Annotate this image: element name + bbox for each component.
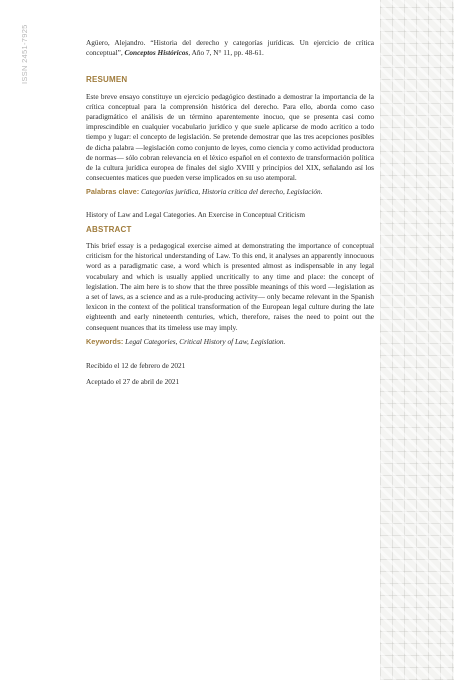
abstract-keywords-label: Keywords:: [86, 336, 124, 346]
citation: [86, 38, 374, 58]
dates-block: [86, 361, 374, 387]
abstract-keywords-text: Legal Categories, Critical History of Law, Legislation.: [125, 336, 286, 346]
accepted-date: Aceptado el 27 de abril de 2021: [86, 377, 180, 387]
english-title: History of Law and Legal Categories. An Exercise in Conceptual Criticism: [86, 209, 306, 219]
citation-suffix: , Año 7, N° 11, pp. 48-61.: [188, 48, 264, 58]
resumen-keywords-label: Palabras clave:: [86, 187, 140, 197]
abstract-heading: ABSTRACT: [86, 224, 132, 234]
resumen-body: Este breve ensayo constituye un ejercicio pedagógico destinado a demostrar la importancia de la crítica conceptual para la comprensión histórica del derecho. Para ello, aborda como caso paradigmático el análisis de un término aparentemente inocuo, que se presenta casi como imprescindible en cualquier vocabulario jurídico y que suele aplicarse de modo acrítico a todo tiempo y lugar: el concepto de legislación. Se pretende demostrar que las tres acepciones posibles de dicha palabra —legislación como conjunto de leyes, como ciencia y como actividad productora de normas— sólo cobran relevancia en el léxico español en el contexto de transformación política de la cultura jurídica europea de finales del siglo XVIII y principios del XIX, señalando así los consecuentes matices que pueden verse implicados en su uso atemporal.: [86, 91, 374, 183]
citation-journal: Conceptos Históricos: [124, 48, 189, 58]
citation-prefix: Agüero, Alejandro. “Historia del derecho y categorías jurídicas. Un ejercicio de crítica conceptual”,: [86, 38, 374, 58]
abstract-body: This brief essay is a pedagogical exercise aimed at demonstrating the importance of conceptual criticism for the historical understanding of Law. To this end, it analyses an apparently innocuous word as a paradigmatic case, a word which is presented almost as indispensable in any legal vocabulary and which is usually applied uncritically to any time and place: the concept of legislation. The aim here is to show that the three possible meanings of this word —legislation as a set of laws, as a science and as a rule-producing activity— only became relevant in the Spanish lexicon in the context of the political transformation of the European legal culture during the late eighteenth and early nineteenth centuries, which, therefore, raises the need to point out the consequent nuances that its timeless use may imply.: [86, 241, 374, 332]
article-front-matter: [86, 38, 374, 393]
resumen-keywords: [86, 187, 374, 197]
resumen-heading: RESUMEN: [86, 75, 128, 85]
issn-label: ISSN 2451-7925: [20, 24, 29, 84]
resumen-keywords-text: Categorías jurídica, Historia crítica del derecho, Legislación.: [140, 187, 323, 197]
received-date: Recibido el 12 de febrero de 2021: [86, 361, 186, 371]
abstract-keywords: [86, 337, 374, 347]
decorative-pattern-strip: [380, 0, 454, 680]
